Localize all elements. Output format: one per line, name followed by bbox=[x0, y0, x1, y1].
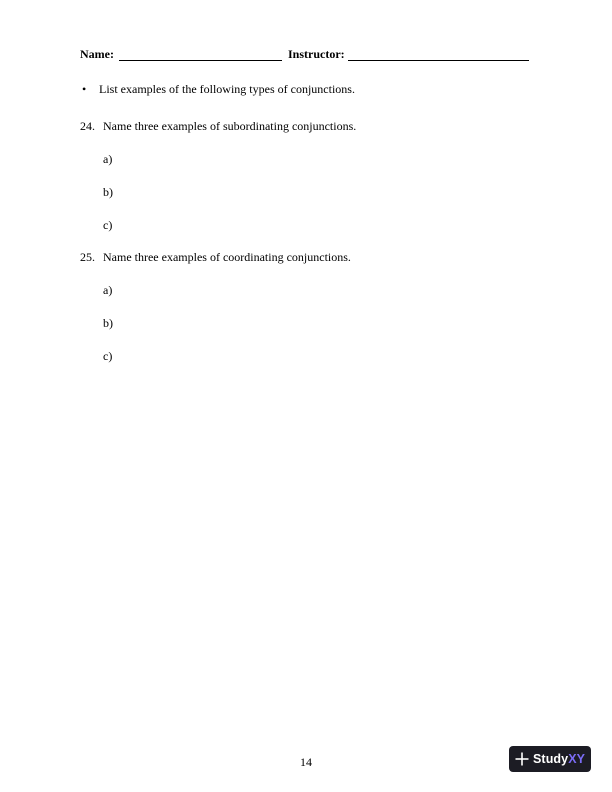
answer-label: b) bbox=[103, 185, 113, 199]
page-number: 14 bbox=[300, 755, 312, 769]
logo-text-main: Study bbox=[533, 752, 569, 766]
bullet-icon: • bbox=[82, 82, 87, 96]
studyxy-logo bbox=[509, 746, 591, 772]
answer-label: a) bbox=[103, 283, 113, 297]
name-blank-line[interactable] bbox=[119, 60, 282, 61]
question-number: 25. bbox=[80, 250, 95, 264]
question-text: Name three examples of subordinating conjunctions. bbox=[103, 119, 357, 133]
answer-label: a) bbox=[103, 152, 113, 166]
plus-icon bbox=[515, 752, 529, 766]
answer-label: c) bbox=[103, 218, 113, 232]
question-text: Name three examples of coordinating conjunctions. bbox=[103, 250, 351, 264]
instructor-label: Instructor: bbox=[288, 47, 345, 61]
name-label: Name: bbox=[80, 47, 114, 61]
answer-label: b) bbox=[103, 316, 113, 330]
instruction-text: List examples of the following types of conjunctions. bbox=[99, 82, 355, 96]
worksheet-header bbox=[80, 47, 530, 63]
question-number: 24. bbox=[80, 119, 95, 133]
answer-label: c) bbox=[103, 349, 113, 363]
logo-wordmark bbox=[533, 752, 585, 766]
logo-text-accent: XY bbox=[568, 752, 586, 766]
instructor-blank-line[interactable] bbox=[348, 60, 529, 61]
